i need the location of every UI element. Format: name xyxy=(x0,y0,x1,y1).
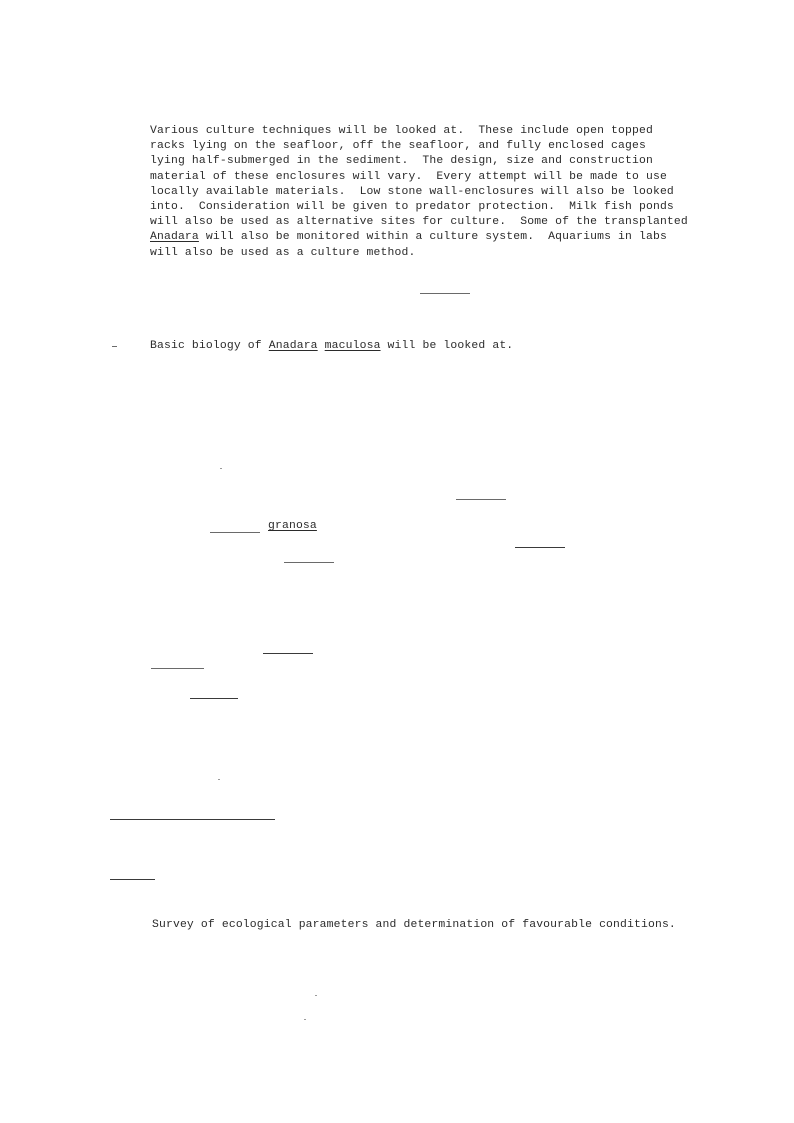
long-rule xyxy=(110,819,275,820)
speck xyxy=(218,779,220,780)
paragraph-line-rest: will also be monitored within a culture system. Aquariums in labs xyxy=(198,231,667,244)
speck xyxy=(304,1019,306,1020)
paragraph-line: locally available materials. Low stone wall-enclosures will also be looked xyxy=(150,185,674,198)
paragraph-line: will also be used as a culture method. xyxy=(150,246,416,259)
paragraph-line xyxy=(150,230,730,245)
margin-dash xyxy=(112,346,117,347)
paragraph-line: into. Consideration will be given to predator protection. Milk fish ponds xyxy=(150,201,674,214)
faint-rule xyxy=(456,499,506,500)
paragraph-line: racks lying on the seafloor, off the seafloor, and fully enclosed cages xyxy=(150,140,646,153)
speck xyxy=(220,468,222,469)
faint-rule xyxy=(151,668,204,669)
genus-anadara: Anadara xyxy=(268,340,318,352)
faint-rule xyxy=(210,532,260,533)
speck xyxy=(315,995,317,996)
biology-line: Basic biology of Anadara maculosa will be looked at. xyxy=(150,340,514,352)
paragraph-line: material of these enclosures will vary. Every attempt will be made to use xyxy=(150,170,667,183)
survey-line: Survey of ecological parameters and determination of favourable conditions. xyxy=(152,919,676,931)
species-maculosa: maculosa xyxy=(324,340,381,352)
paragraph-line: Various culture techniques will be looked at. These include open topped xyxy=(150,125,653,137)
paragraph-line: lying half-submerged in the sediment. The design, size and construction xyxy=(150,155,653,168)
faint-rule xyxy=(284,562,334,563)
faint-rule xyxy=(420,293,470,294)
culture-techniques-paragraph xyxy=(150,124,730,261)
genus-anadara: Anadara xyxy=(150,231,199,244)
granosa-word: granosa xyxy=(268,520,317,532)
rule xyxy=(110,879,155,880)
paragraph-line: will also be used as alternative sites for culture. Some of the transplanted xyxy=(150,216,688,229)
rule xyxy=(190,698,238,699)
rule xyxy=(515,547,565,548)
rule xyxy=(263,653,313,654)
